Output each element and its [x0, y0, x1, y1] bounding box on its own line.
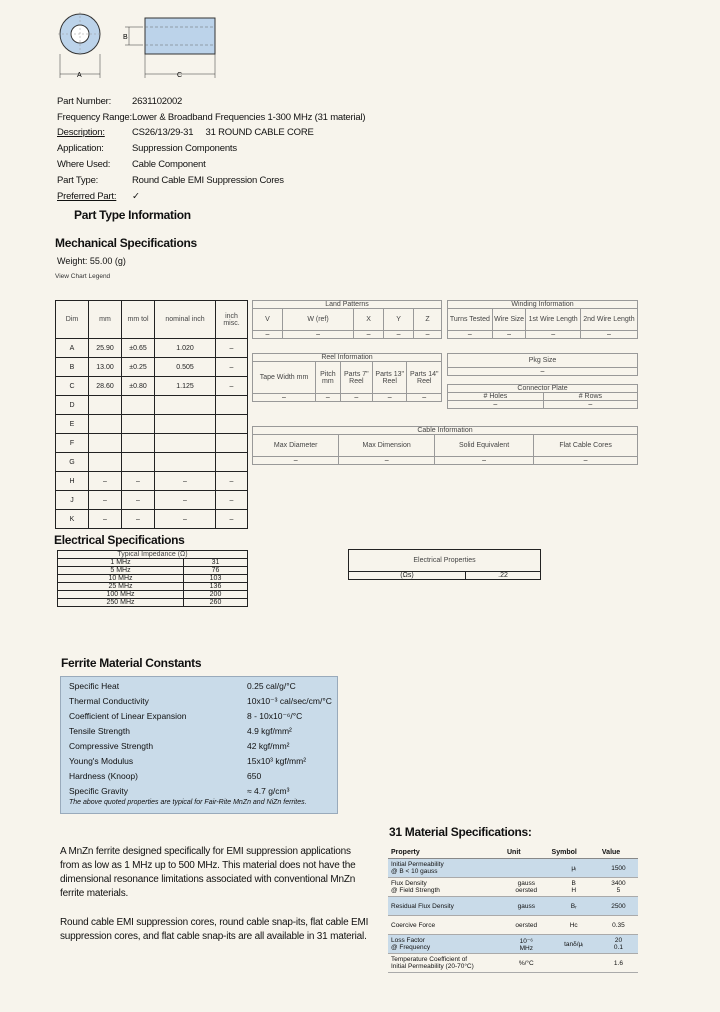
- dim-label-b: B: [123, 34, 128, 41]
- table-row: Residual Flux Density gauss Bᵣ 2500: [388, 897, 638, 916]
- table-row: 10 MHz 103: [58, 575, 248, 583]
- dim-label-a: A: [77, 72, 82, 79]
- winding-title: Winding Information: [448, 301, 638, 309]
- col-mm-tol: mm tol: [122, 301, 155, 339]
- mech-title: Mechanical Specifications: [55, 236, 197, 250]
- table-row: 1 MHz 31: [58, 559, 248, 567]
- ferrite-constant-row: Hardness (Knoop) 650: [69, 771, 262, 781]
- col-nominal-inch: nominal inch: [155, 301, 216, 339]
- table-row: E: [56, 415, 248, 434]
- ferrite-note: The above quoted properties are typical for Fair-Rite MnZn and NiZn ferrites.: [69, 799, 307, 806]
- table-row: C 28.60 ±0.80 1.125 –: [56, 377, 248, 396]
- ferrite-constant-row: Specific Heat 0.25 cal/g/°C: [69, 681, 296, 691]
- dim-label-c: C: [177, 72, 183, 79]
- land-w: W (ref): [283, 309, 354, 331]
- cable-title: Cable Information: [253, 427, 638, 435]
- col-dim: Dim: [56, 301, 89, 339]
- pkg-size-table: Pkg Size –: [447, 353, 638, 376]
- ferrite-constant-row: Young's Modulus 15x10³ kgf/mm²: [69, 756, 307, 766]
- pkg-size-title: Pkg Size: [448, 354, 638, 368]
- table-row: 100 MHz 200: [58, 591, 248, 599]
- land-patterns-title: Land Patterns: [253, 301, 442, 309]
- table-row: Flux Density @ Field Strength gauss oersted B H 3400 5: [388, 878, 638, 897]
- col-mm: mm: [89, 301, 122, 339]
- impedance-table: [57, 550, 248, 607]
- table-row: F: [56, 434, 248, 453]
- elec-title: Electrical Specifications: [54, 533, 185, 547]
- table-row: G: [56, 453, 248, 472]
- land-y: Y: [384, 309, 414, 331]
- ferrite-title: Ferrite Material Constants: [61, 656, 202, 670]
- cable-info-table: Cable Information Max Diameter Max Dimension Solid Equivalent Flat Cable Cores – – – –: [252, 426, 638, 465]
- land-patterns-table: Land Patterns V W (ref) X Y Z – – – – –: [252, 300, 442, 339]
- table-row: K – – – –: [56, 510, 248, 529]
- table-row: Temperature Coefficient of Initial Permeability (20-70°C) %/°C 1.6: [388, 954, 638, 973]
- ferrite-constant-row: Thermal Conductivity 10x10⁻³ cal/sec/cm/°C: [69, 696, 332, 706]
- dimension-rows: [56, 339, 248, 529]
- ferrite-constants-panel: [60, 676, 338, 814]
- description-paragraph-1: A MnZn ferrite designed specifically for EMI suppression applications from as low as 1 MHz up to 500 MHz. This material does not have the dimensional resonance limitations associated with conventional MnZn ferrite materials.: [60, 846, 356, 899]
- chart-legend-link[interactable]: View Chart Legend: [55, 273, 111, 280]
- table-row: H – – – –: [56, 472, 248, 491]
- ferrite-constant-row: Tensile Strength 4.9 kgf/mm²: [69, 726, 292, 736]
- impedance-header: Typical Impedance (Ω): [58, 551, 248, 559]
- table-row: 25 MHz 136: [58, 583, 248, 591]
- weight: Weight: 55.00 (g): [57, 256, 126, 266]
- table-row: 250 MHz 260: [58, 599, 248, 607]
- checkmark-icon: ✓: [132, 191, 140, 202]
- ferrite-constant-row: Specific Gravity ≈ 4.7 g/cm³: [69, 786, 290, 796]
- connector-plate-table: Connector Plate # Holes # Rows – –: [447, 384, 638, 409]
- table-row: Initial Permeability @ B < 10 gauss μᵢ 1500: [388, 859, 638, 878]
- electrical-properties-title: Electrical Properties: [349, 550, 541, 572]
- table-row: 5 MHz 76: [58, 567, 248, 575]
- description-paragraph-2: Round cable EMI suppression cores, round cable snap-its, flat cable EMI suppression cores, and flat cable snap-its are all available in 31 material.: [60, 917, 369, 942]
- land-z: Z: [414, 309, 442, 331]
- table-row: Loss Factor @ Frequency 10⁻⁶ MHz tanδ/μᵢ 20 0.1: [388, 935, 638, 954]
- table-row: J – – – –: [56, 491, 248, 510]
- reel-title: Reel Information: [253, 354, 442, 362]
- table-row: D: [56, 396, 248, 415]
- core-drawing: [55, 12, 225, 82]
- table-row: Coercive Force oersted Hc 0.35: [388, 916, 638, 935]
- connector-title: Connector Plate: [448, 385, 638, 393]
- col-inch-misc: inch misc.: [216, 301, 248, 339]
- winding-info-table: Winding Information Turns Tested Wire Size 1st Wire Length 2nd Wire Length – – – –: [447, 300, 638, 339]
- core-side-view: [145, 18, 215, 54]
- dimension-table: [55, 300, 248, 529]
- ferrite-constant-row: Coefficient of Linear Expansion 8 - 10x10⁻⁶/°C: [69, 711, 303, 721]
- part-type-title: Part Type Information: [74, 208, 191, 222]
- table-row: A 25.90 ±0.65 1.020 –: [56, 339, 248, 358]
- land-x: X: [354, 309, 384, 331]
- ferrite-constant-row: Compressive Strength 42 kgf/mm²: [69, 741, 290, 751]
- material-31-table: Property Unit Symbol Value Initial Permeability @ B < 10 gauss μᵢ 1500 Flux Density @ Field Strength gauss oersted B H 3400 5 Residual Flux Density gauss Bᵣ 2500 Coercive Force oersted Hc 0.35 Loss Factor @ Frequency 10⁻⁶ MHz tanδ/μᵢ 20 0.1 Temperature Coefficient of Initial Permeability (20-70°C) %/°C 1.6: [388, 847, 638, 973]
- reel-info-table: Reel Information Tape Width mm Pitch mm Parts 7" Reel Parts 13" Reel Parts 14" Reel – – – – –: [252, 353, 442, 402]
- electrical-properties-table: Electrical Properties (Ωs) .22: [348, 549, 541, 580]
- material-31-title: 31 Material Specifications:: [389, 825, 532, 839]
- table-row: B 13.00 ±0.25 0.505 –: [56, 358, 248, 377]
- land-v: V: [253, 309, 283, 331]
